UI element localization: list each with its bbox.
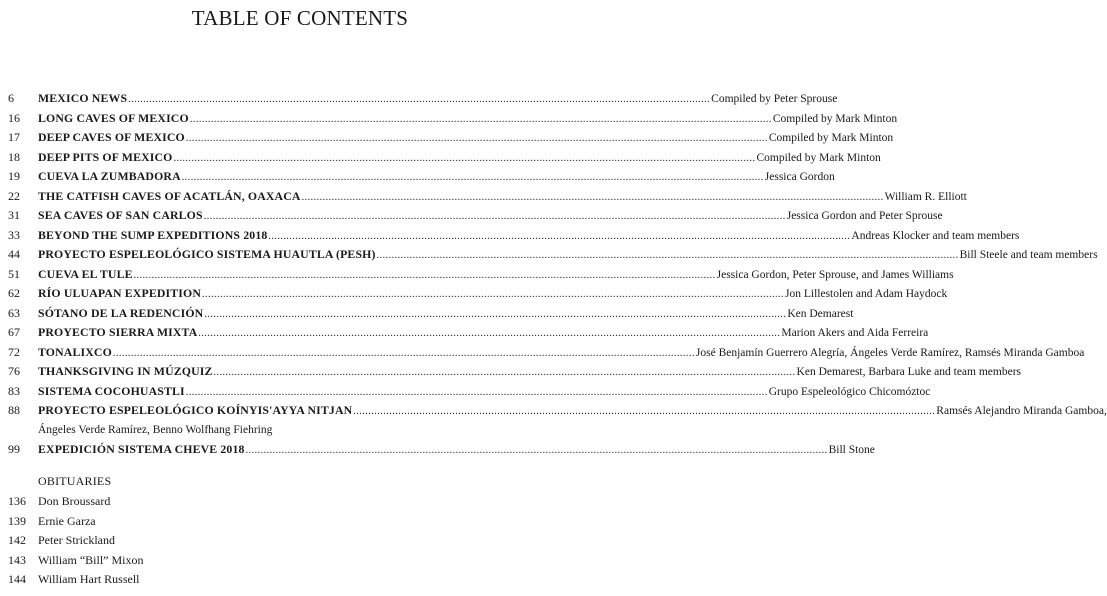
toc-page-number: 16: [8, 110, 20, 125]
obituary-entry: [0, 551, 600, 571]
toc-entry: [0, 284, 948, 304]
toc-page-number: 31: [8, 208, 20, 222]
toc-entry: [0, 89, 838, 109]
toc-title: THANKSGIVING IN MÚZQUIZ: [38, 364, 213, 378]
toc-title: PROYECTO ESPELEOLÓGICO SISTEMA HUAUTLA (PESH): [38, 247, 376, 261]
toc-title: CUEVA LA ZUMBADORA: [38, 169, 181, 183]
obituary-page-number: 144: [8, 572, 26, 586]
obituary-page-number: 142: [8, 533, 26, 547]
toc-leader-dots: ..................................................................................................................................................................................................: [245, 445, 828, 456]
toc-entry: [0, 167, 835, 187]
obituary-name: Ernie Garza: [38, 513, 96, 528]
toc-page-number: 51: [8, 266, 20, 281]
obituary-name: Peter Strickland: [38, 533, 115, 547]
toc-author: Bill Steele and team members: [959, 249, 1098, 261]
obituary-page-number: 136: [8, 494, 26, 508]
toc-page-number: 88: [8, 403, 20, 417]
toc-author: Marion Akers and Aida Ferreira: [781, 327, 929, 339]
toc-entry: [0, 323, 929, 343]
toc-title: DEEP PITS OF MEXICO: [38, 149, 173, 164]
toc-page-number: 83: [8, 383, 20, 398]
toc-leader-dots: ..................................................................................................................................................................................................: [198, 328, 781, 339]
toc-author: Compiled by Mark Minton: [772, 112, 898, 125]
toc-entry: [0, 148, 881, 168]
toc-author-continued: Ángeles Verde Ramírez, Benno Wolfhang Fiehring: [38, 423, 273, 436]
toc-author: Compiled by Mark Minton: [756, 151, 881, 164]
toc-title: LONG CAVES OF MEXICO: [38, 110, 189, 125]
toc-leader-dots: ..................................................................................................................................................................................................: [128, 94, 711, 105]
toc-page-number: 18: [8, 149, 20, 164]
toc-title: MEXICO NEWS: [38, 91, 128, 105]
obituary-entry: [0, 570, 600, 590]
toc-page-number: 62: [8, 286, 20, 300]
toc-author: Jessica Gordon: [764, 171, 835, 183]
toc-page-number: 44: [8, 247, 20, 261]
toc-entry: [0, 187, 967, 207]
toc-leader-dots: ..................................................................................................................................................................................................: [181, 172, 764, 183]
toc-leader-dots: ..................................................................................................................................................................................................: [204, 308, 787, 320]
toc-page-number: 19: [8, 169, 20, 183]
toc-leader-dots: ..................................................................................................................................................................................................: [189, 113, 772, 125]
obituary-entry: [0, 492, 600, 512]
toc-leader-dots: ..................................................................................................................................................................................................: [133, 269, 716, 281]
toc-leader-dots: ..................................................................................................................................................................................................: [185, 386, 768, 398]
toc-title: SEA CAVES OF SAN CARLOS: [38, 208, 203, 222]
toc-title: CUEVA EL TULE: [38, 266, 133, 281]
obituaries-list: [0, 492, 600, 590]
toc-entry: [0, 245, 1098, 265]
obituary-name: William Hart Russell: [38, 572, 140, 586]
toc-title: SÓTANO DE LA REDENCIÓN: [38, 305, 204, 320]
toc-author: Ramsés Alejandro Miranda Gamboa,: [936, 405, 1107, 417]
toc-entry: [0, 206, 943, 226]
toc-title: EXPEDICIÓN SISTEMA CHEVE 2018: [38, 442, 245, 456]
toc-leader-dots: ..................................................................................................................................................................................................: [202, 289, 785, 300]
obituary-page-number: 143: [8, 552, 26, 567]
toc-entry: [0, 128, 894, 148]
toc-author: Jon Lillestolen and Adam Haydock: [785, 288, 948, 300]
obituary-page-number: 139: [8, 513, 26, 528]
toc-entry: [0, 440, 875, 460]
toc-author: Jessica Gordon, Peter Sprouse, and James Williams: [716, 268, 954, 281]
toc-page-number: 17: [8, 130, 20, 144]
toc-page-number: 99: [8, 442, 20, 456]
toc-author: José Benjamín Guerrero Alegría, Ángeles Verde Ramírez, Ramsés Miranda Gamboa: [695, 346, 1085, 359]
toc-leader-dots: ..................................................................................................................................................................................................: [268, 230, 851, 242]
toc-title: RÍO ULUAPAN EXPEDITION: [38, 286, 202, 300]
toc-title: THE CATFISH CAVES OF ACATLÁN, OAXACA: [38, 188, 301, 203]
toc-page-number: 63: [8, 305, 20, 320]
toc-page-number: 67: [8, 325, 20, 339]
toc-title: BEYOND THE SUMP EXPEDITIONS 2018: [38, 227, 268, 242]
toc-title: PROYECTO ESPELEOLÓGICO KOÍNYIS'AYYA NITJAN: [38, 403, 353, 417]
toc-entry: [0, 304, 854, 324]
toc-list: [0, 89, 1107, 460]
toc-title: SISTEMA COCOHUASTLI: [38, 383, 185, 398]
toc-page-number: 22: [8, 188, 20, 203]
toc-entry: [0, 401, 1107, 421]
toc-entry: [0, 226, 1020, 246]
toc-entry: [0, 265, 954, 285]
toc-leader-dots: ..................................................................................................................................................................................................: [185, 133, 768, 144]
obituary-entry: [0, 512, 600, 532]
toc-leader-dots: ..................................................................................................................................................................................................: [112, 347, 695, 359]
toc-title: PROYECTO SIERRA MIXTA: [38, 325, 198, 339]
toc-page-number: 72: [8, 344, 20, 359]
toc-title: DEEP CAVES OF MEXICO: [38, 130, 185, 144]
toc-author: Compiled by Peter Sprouse: [711, 93, 838, 105]
obituary-name: William “Bill” Mixon: [38, 552, 144, 567]
toc-page-number: 6: [8, 91, 14, 105]
toc-entry: [0, 343, 1085, 363]
toc-title: TONALIXCO: [38, 344, 112, 359]
toc-leader-dots: ..................................................................................................................................................................................................: [203, 211, 786, 222]
toc-leader-dots: ..................................................................................................................................................................................................: [173, 152, 756, 164]
toc-author: William R. Elliott: [884, 190, 967, 203]
toc-author: Andreas Klocker and team members: [851, 229, 1020, 242]
toc-entry: [0, 362, 1022, 382]
toc-page-number: 33: [8, 227, 20, 242]
toc-entry-continuation: [0, 421, 600, 441]
toc-entry: [0, 109, 898, 129]
toc-author: Compiled by Mark Minton: [768, 132, 894, 144]
toc-author: Bill Stone: [828, 444, 875, 456]
page-title: TABLE OF CONTENTS: [191, 6, 409, 30]
obituaries-heading: OBITUARIES: [38, 474, 112, 488]
toc-author: Grupo Espeleológico Chicomóztoc: [768, 385, 931, 398]
toc-leader-dots: ..................................................................................................................................................................................................: [301, 191, 884, 203]
toc-author: Ken Demarest, Barbara Luke and team members: [796, 366, 1022, 378]
toc-page-number: 76: [8, 364, 20, 378]
obituary-entry: [0, 531, 600, 551]
toc-leader-dots: ..................................................................................................................................................................................................: [213, 367, 796, 378]
toc-entry: [0, 382, 931, 402]
obituary-name: Don Broussard: [38, 494, 111, 508]
toc-leader-dots: ..................................................................................................................................................................................................: [376, 250, 959, 261]
toc-author: Jessica Gordon and Peter Sprouse: [786, 210, 943, 222]
toc-author: Ken Demarest: [787, 307, 854, 320]
toc-leader-dots: ..................................................................................................................................................................................................: [353, 406, 936, 417]
